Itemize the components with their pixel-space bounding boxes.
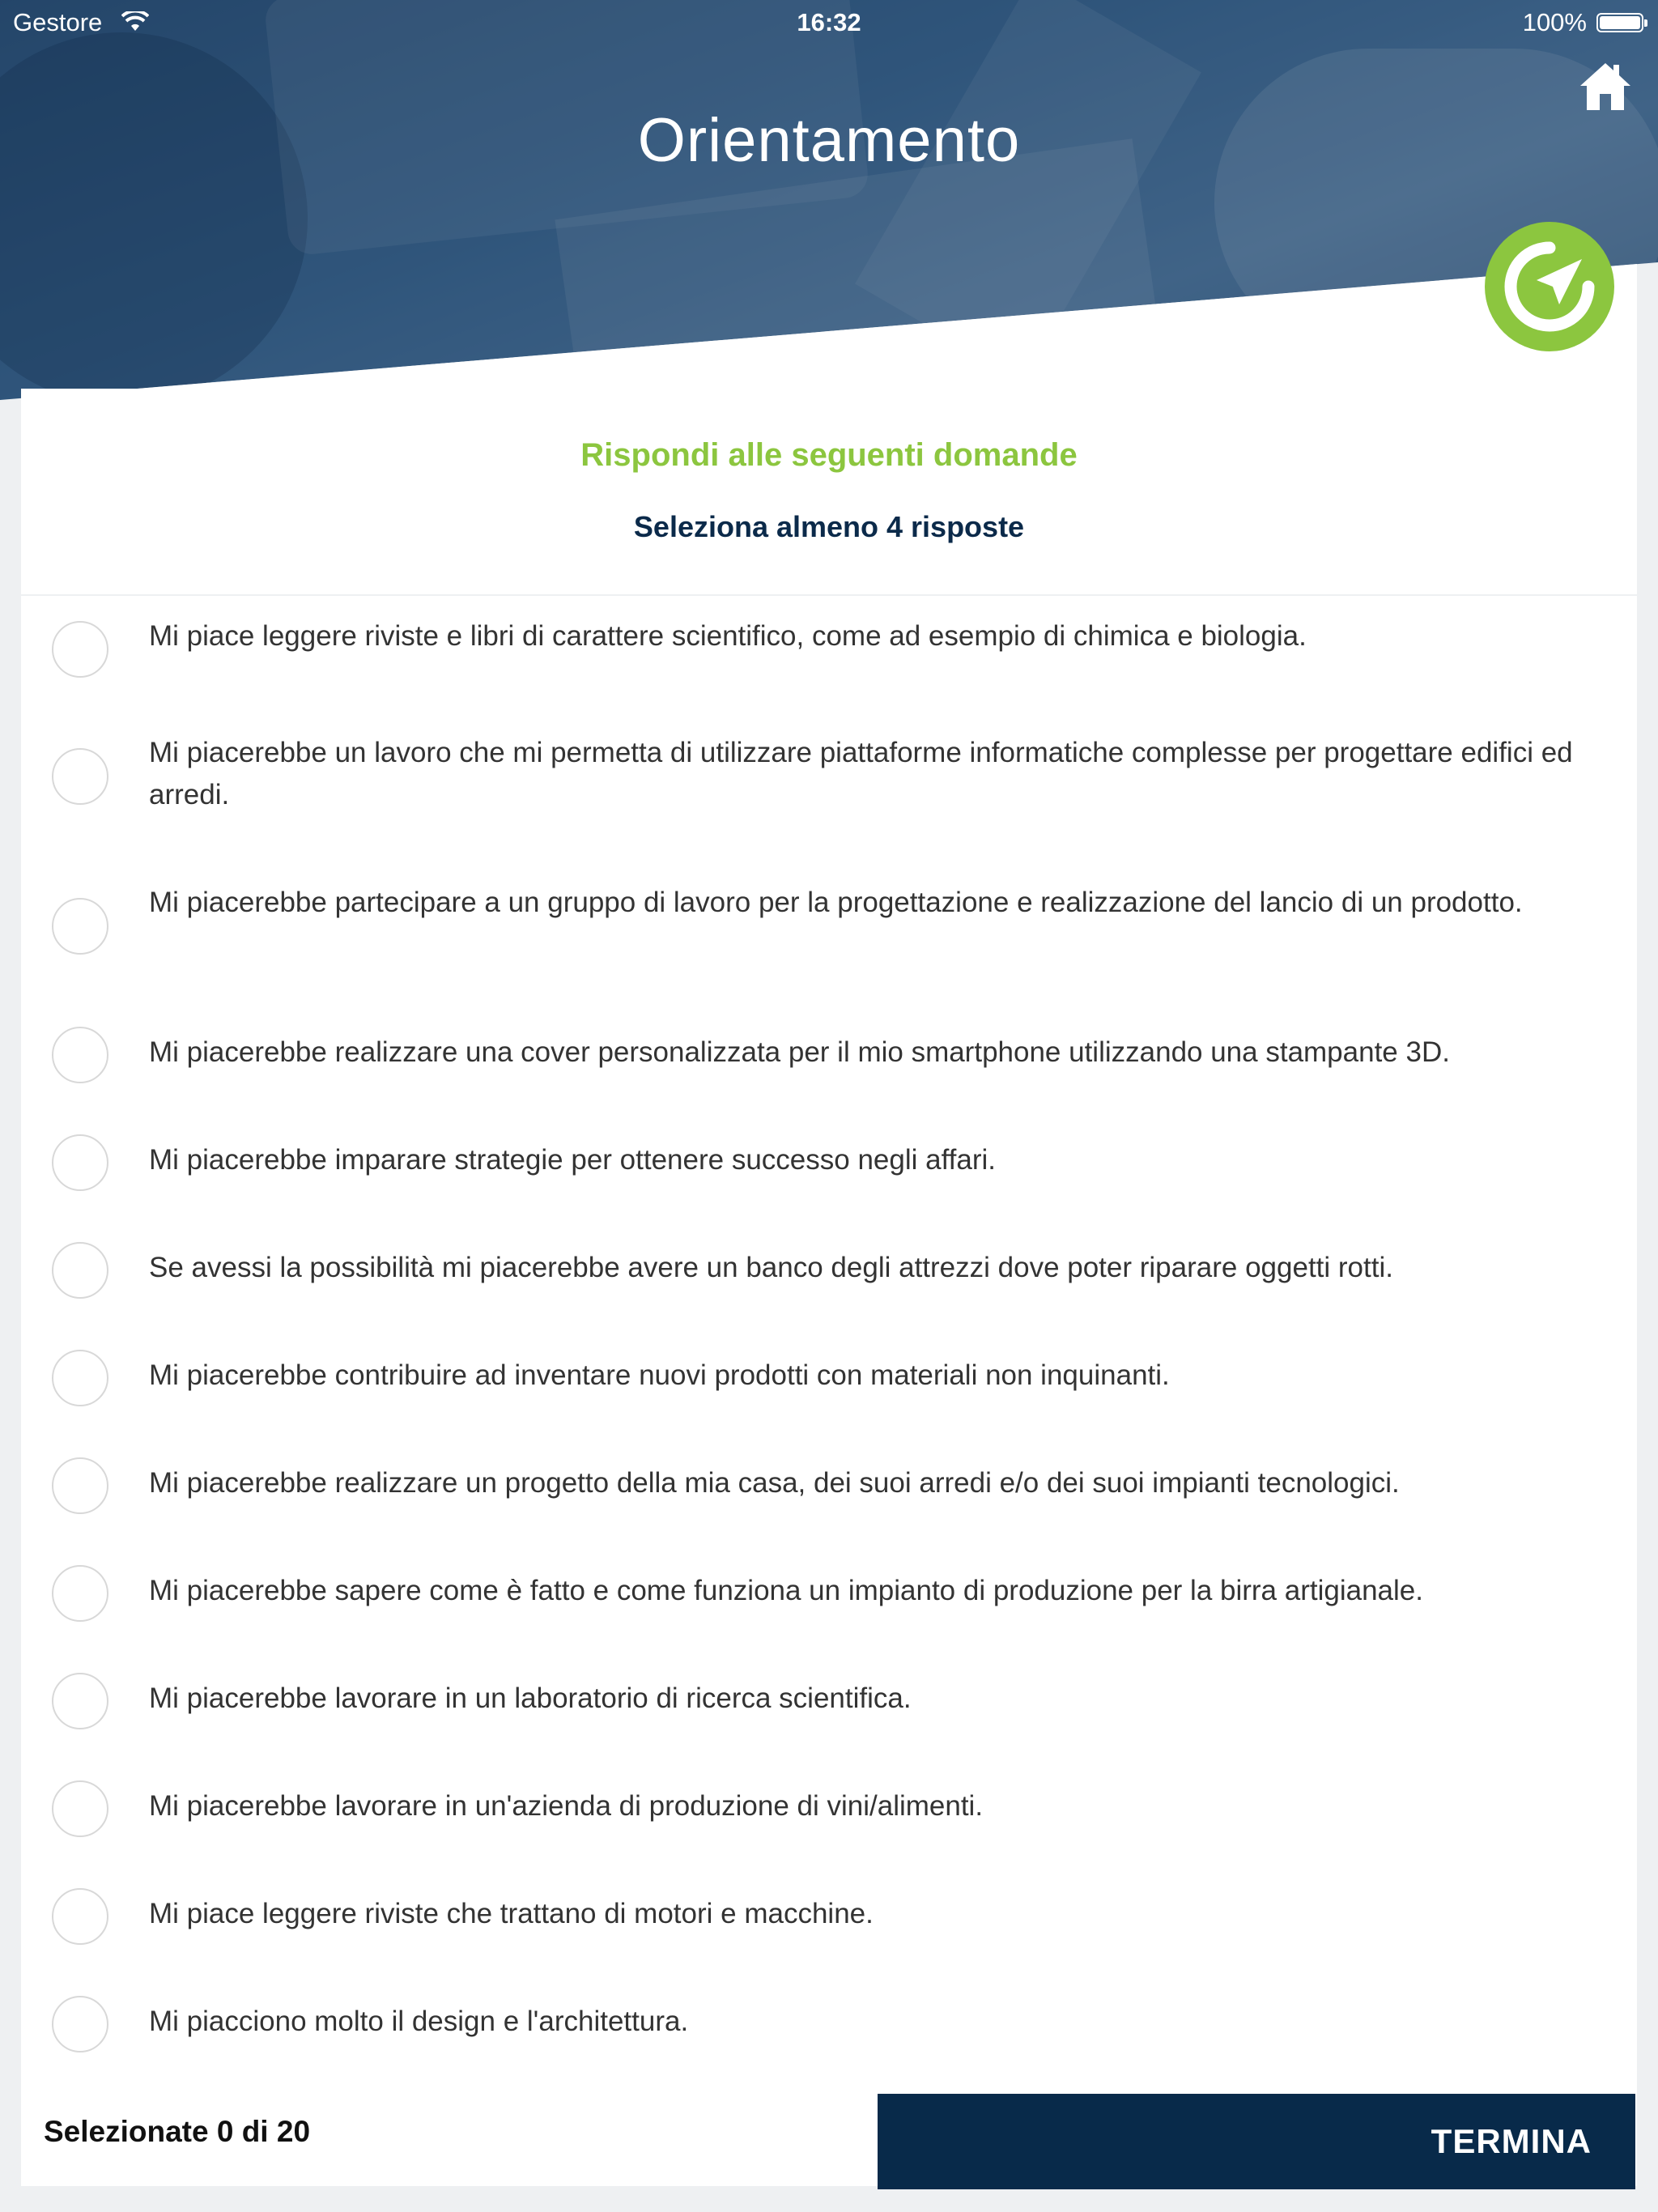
form-heading: Rispondi alle seguenti domande: [580, 437, 1078, 473]
question-label: Mi piacerebbe lavorare in un laboratorio di ricerca scientifica.: [149, 1682, 912, 1714]
question-label: Mi piace leggere riviste che trattano di motori e macchine.: [149, 1898, 874, 1929]
radio-button[interactable]: [52, 1673, 108, 1729]
question-label: Mi piacerebbe lavorare in un'azienda di produzione di vini/alimenti.: [149, 1790, 984, 1822]
home-icon[interactable]: [1577, 58, 1634, 115]
question-label: Mi piacciono molto il design e l'architettura.: [149, 2006, 689, 2037]
question-label: Mi piacerebbe partecipare a un gruppo di lavoro per la progettazione e realizzazione del lancio di un prodotto.: [149, 887, 1523, 918]
radio-button[interactable]: [52, 1780, 108, 1837]
radio-button[interactable]: [52, 1134, 108, 1191]
radio-button[interactable]: [52, 748, 108, 805]
radio-button[interactable]: [52, 1027, 108, 1083]
question-label: Mi piacerebbe realizzare un progetto della mia casa, dei suoi arredi e/o dei suoi impianti tecnologici.: [149, 1467, 1400, 1499]
radio-button[interactable]: [52, 1457, 108, 1514]
carrier-label: Gestore: [13, 8, 103, 36]
header-banner: [0, 0, 1658, 405]
page-title: Orientamento: [637, 106, 1021, 175]
status-bar: [0, 0, 1658, 45]
radio-button[interactable]: [52, 1350, 108, 1406]
compass-logo-icon: [1483, 220, 1616, 353]
battery-percentage: 100%: [1522, 8, 1587, 36]
radio-button[interactable]: [52, 621, 108, 678]
clock: 16:32: [797, 8, 861, 36]
question-label: Mi piacerebbe sapere come è fatto e come funziona un impianto di produzione per la birra artigianale.: [149, 1575, 1423, 1606]
selection-counter: Selezionate 0 di 20: [44, 2115, 311, 2148]
question-label: Se avessi la possibilità mi piacerebbe avere un banco degli attrezzi dove poter riparare oggetti rotti.: [149, 1252, 1393, 1283]
radio-button[interactable]: [52, 1888, 108, 1945]
radio-button[interactable]: [52, 1242, 108, 1299]
radio-button[interactable]: [52, 898, 108, 955]
question-label: Mi piace leggere riviste e libri di carattere scientifico, come ad esempio di chimica e biologia.: [149, 620, 1307, 652]
battery-icon: [1596, 13, 1643, 32]
question-label: Mi piacerebbe contribuire ad inventare nuovi prodotti con materiali non inquinanti.: [149, 1359, 1170, 1391]
question-label: Mi piacerebbe imparare strategie per ottenere successo negli affari.: [149, 1144, 997, 1176]
divider: [21, 594, 1637, 596]
question-label: Mi piacerebbe realizzare una cover personalizzata per il mio smartphone utilizzando una stampante 3D.: [149, 1036, 1450, 1068]
question-label: Mi piacerebbe un lavoro che mi permetta di utilizzare piattaforme informatiche complesse per progettare edifici ed arredi.: [149, 737, 1573, 810]
form-instruction: Seleziona almeno 4 risposte: [633, 510, 1025, 543]
radio-button[interactable]: [52, 1565, 108, 1622]
finish-button[interactable]: TERMINA: [878, 2094, 1635, 2189]
radio-button[interactable]: [52, 1996, 108, 2052]
